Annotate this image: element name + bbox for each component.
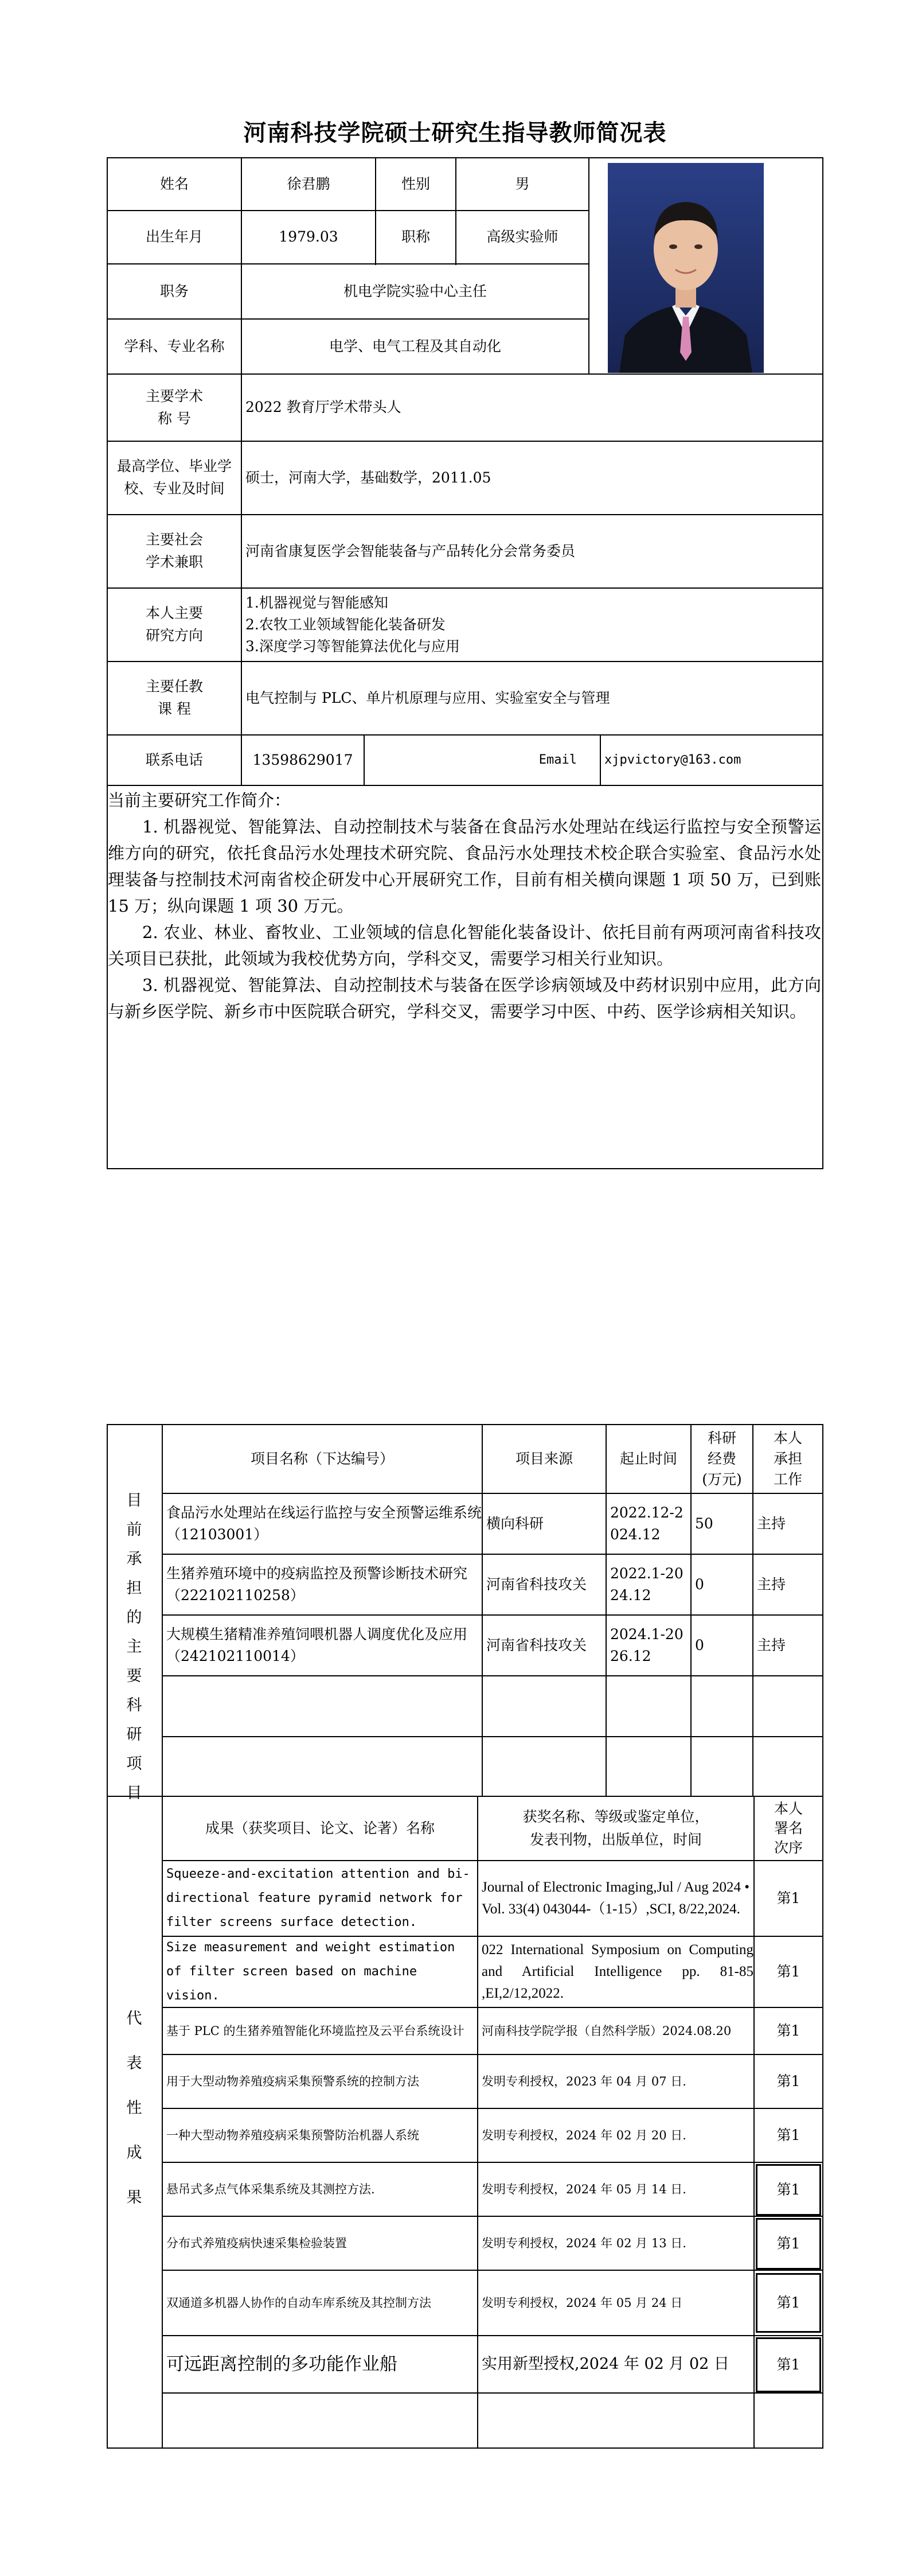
position-value: 机电学院实验中心主任: [343, 282, 487, 299]
project-source-header: 项目来源: [515, 1450, 573, 1467]
side-char: 目: [126, 1492, 142, 1509]
achievement-rank: 第1: [776, 2022, 800, 2039]
achievement-rank: 第1: [756, 2164, 821, 2216]
achievement-name-header: 成果（获奖项目、论文、论著）名称: [205, 1819, 435, 1836]
side-char: 主: [126, 1638, 142, 1656]
role-header-line: 工作: [773, 1471, 802, 1488]
side-char: 前: [126, 1521, 142, 1539]
project-role-header: [753, 1425, 822, 1493]
social-value: 河南省康复医学会智能装备与产品转化分会常务委员: [245, 542, 576, 559]
current-work-paragraph-1: 1. 机器视觉、智能算法、自动控制技术与装备在食品污水处理站在线运行监控与安全预警运维方向的研究，依托食品污水处理技术研究院、食品污水处理技术校企联合实验室、食品污水处理装备与控制技术河南省校企研发中心开展研究工作，目前有相关横向课题 1 项 50 万，已到账 15 万；纵向课题 1 项 30 万元。: [108, 817, 821, 916]
achievement-name: 一种大型动物养殖疫病采集预警防治机器人系统: [166, 2128, 419, 2142]
side-char: 性: [126, 2099, 142, 2117]
research-label-line1: 本人主要: [145, 605, 203, 622]
funds-header-line: 科研: [707, 1430, 736, 1446]
major-label: 学科、专业名称: [124, 337, 225, 355]
degree-label-line1: 最高学位、毕业学: [116, 458, 232, 475]
degree-value: 硕士，河南大学，基础数学，2011.05: [245, 469, 491, 486]
degree-label: [108, 442, 241, 514]
project-funds: 0: [695, 1575, 704, 1593]
achievements-side-label: [123, 1997, 146, 2220]
side-char: 表: [126, 2054, 142, 2072]
research-item: 1.机器视觉与智能感知: [245, 594, 388, 611]
courses-label-line2: 课 程: [158, 701, 191, 717]
honor-value: 2022 教育厅学术带头人: [245, 399, 401, 416]
role-header-line: 本人: [773, 1430, 802, 1446]
side-char: 代: [126, 2010, 142, 2028]
achievement-venue: 发明专利授权，2024 年 02 月 20 日.: [482, 2128, 686, 2142]
phone-value: 13598629017: [252, 751, 353, 768]
achievement-venue: 实用新型授权,2024 年 02 月 02 日: [482, 2355, 729, 2373]
research-item: 3.深度学习等智能算法优化与应用: [245, 638, 460, 655]
research-label-line2: 研究方向: [145, 627, 203, 644]
project-name: 生猪养殖环境中的疫病监控及预警诊断技术研究（222102110258）: [166, 1565, 468, 1604]
project-period: 2022.1-2024.12: [610, 1565, 684, 1604]
achievement-venue: 发明专利授权，2023 年 04 月 07 日.: [482, 2074, 686, 2088]
achievement-rank: 第1: [776, 2126, 800, 2143]
achievement-venue: 发明专利授权，2024 年 02 月 13 日.: [482, 2236, 686, 2250]
email-value: xjpvictory@163.com: [604, 752, 741, 767]
email-label: Email: [538, 752, 577, 767]
achievement-name: Squeeze-and-excitation attention and bi-directional feature pyramid network for filter screens surface detection.: [166, 1867, 470, 1929]
research-item: 2.农牧工业领域智能化装备研发: [245, 616, 446, 633]
research-label: [108, 589, 241, 661]
project-period-header: 起止时间: [619, 1450, 677, 1467]
achievement-venue: Journal of Electronic Imaging,Jul / Aug 2024 • Vol. 33(4) 043044-（1-15）,SCI, 8/22,2024.: [482, 1880, 750, 1917]
project-source: 河南省科技攻关: [486, 1636, 587, 1653]
side-char: 要: [126, 1667, 142, 1685]
title-value: 高级实验师: [486, 228, 559, 246]
project-funds: 0: [695, 1636, 704, 1653]
courses-label-line1: 主要任教: [145, 678, 203, 695]
side-char: 果: [126, 2189, 142, 2207]
achievement-venue: 河南科技学院学报（自然科学版）2024.08.20: [482, 2024, 732, 2038]
achievement-name: 悬吊式多点气体采集系统及其测控方法.: [166, 2182, 375, 2196]
title-label: 职称: [401, 228, 430, 246]
portrait-photo: [608, 163, 764, 373]
role-header-line: 承担: [773, 1450, 802, 1467]
achievement-venue: 022 International Symposium on Computing and Artificial Intelligence pp. 81-85 ,EI,2/12,2022.: [482, 1942, 753, 2001]
side-char: 担: [126, 1579, 142, 1597]
current-work-heading: 当前主要研究工作简介：: [108, 791, 291, 810]
project-name-header: 项目名称（下达编号）: [250, 1450, 394, 1467]
phone-label: 联系电话: [145, 751, 203, 768]
gender-value: 男: [515, 175, 530, 192]
side-char: 承: [126, 1550, 142, 1568]
achievement-rank: 第1: [756, 2273, 821, 2333]
project-source: 河南省科技攻关: [486, 1575, 587, 1593]
project-name: 大规模生猪精准养殖饲喂机器人调度优化及应用（242102110014）: [166, 1626, 468, 1664]
project-funds: 50: [695, 1515, 713, 1532]
honor-label-line2: 称 号: [158, 410, 191, 427]
gender-label: 性别: [401, 175, 430, 192]
side-char: 研: [126, 1726, 142, 1744]
project-role: 主持: [757, 1515, 786, 1532]
project-role: 主持: [757, 1636, 786, 1653]
venue-header-line: 获奖名称、等级或鉴定单位，: [522, 1808, 709, 1825]
projects-side-label: [123, 1486, 146, 1808]
courses-label: [108, 662, 241, 734]
research-list: [242, 589, 822, 661]
venue-header-line: 发表刊物，出版单位，时间: [529, 1831, 702, 1848]
funds-header-line: (万元): [702, 1471, 742, 1488]
achievement-rank: 第1: [776, 2072, 800, 2089]
honor-label: [108, 375, 241, 441]
project-period: 2022.12-2024.12: [610, 1504, 684, 1543]
social-label: [108, 515, 241, 587]
current-work-paragraph-2: 2. 农业、林业、畜牧业、工业领域的信息化智能化装备设计、依托目前有两项河南省科技攻关项目已获批，此领域为我校优势方向，学科交叉，需要学习相关行业知识。: [108, 923, 821, 968]
achievement-name: 用于大型动物养殖疫病采集预警系统的控制方法: [166, 2074, 419, 2088]
courses-value: 电气控制与 PLC、单片机原理与应用、实验室安全与管理: [245, 689, 610, 706]
degree-label-line2: 校、专业及时间: [124, 480, 225, 497]
project-name: 食品污水处理站在线运行监控与安全预警运维系统（12103001）: [166, 1504, 482, 1543]
side-char: 的: [126, 1609, 142, 1626]
honor-label-line1: 主要学术: [145, 387, 203, 404]
project-period: 2024.1-2026.12: [610, 1626, 684, 1664]
rank-header-line: 本人: [774, 1800, 803, 1817]
project-funds-header: [692, 1425, 752, 1493]
achievement-name: 双通道多机器人协作的自动车库系统及其控制方法: [166, 2295, 431, 2310]
achievement-rank: 第1: [776, 1889, 800, 1906]
current-work-paragraph-3: 3. 机器视觉、智能算法、自动控制技术与装备在医学诊病领域及中药材识别中应用，此方向与新乡医学院、新乡市中医院联合研究，学科交叉，需要学习中医、中药、医学诊病相关知识。: [108, 975, 821, 1021]
rank-header-line: 署名: [774, 1820, 803, 1836]
social-label-line1: 主要社会: [145, 531, 203, 548]
name-label: 姓名: [159, 175, 189, 192]
achievement-name: 基于 PLC 的生猪养殖智能化环境监控及云平台系统设计: [166, 2024, 464, 2038]
birth-label: 出生年月: [145, 228, 203, 246]
major-value: 电学、电气工程及其自动化: [329, 337, 501, 355]
achievement-rank-header: [755, 1797, 822, 1860]
project-role: 主持: [757, 1575, 786, 1593]
project-source: 横向科研: [486, 1515, 544, 1532]
achievement-rank: 第1: [756, 2337, 821, 2392]
social-label-line2: 学术兼职: [145, 554, 203, 570]
achievement-name: 可远距离控制的多功能作业船: [166, 2353, 397, 2375]
achievement-rank: 第1: [756, 2218, 821, 2270]
achievement-name: Size measurement and weight estimation of filter screen based on machine vision.: [166, 1940, 455, 2003]
achievement-name: 分布式养殖疫病快速采集检验装置: [166, 2236, 347, 2250]
achievement-rank: 第1: [776, 1963, 800, 1980]
page-title: 河南科技学院硕士研究生指导教师简况表: [243, 120, 667, 146]
position-label: 职务: [159, 282, 189, 299]
side-char: 项: [126, 1755, 142, 1773]
birth-value: 1979.03: [279, 228, 338, 246]
rank-header-line: 次序: [774, 1839, 803, 1856]
achievement-venue: 发明专利授权，2024 年 05 月 14 日.: [482, 2182, 686, 2196]
achievement-venue: 发明专利授权，2024 年 05 月 24 日: [482, 2295, 683, 2310]
funds-header-line: 经费: [707, 1450, 736, 1467]
name-value: 徐君鹏: [287, 175, 330, 192]
side-char: 成: [126, 2144, 142, 2162]
side-char: 科: [126, 1696, 142, 1714]
side-char: 目: [126, 1784, 142, 1802]
achievement-venue-header: [478, 1797, 753, 1860]
